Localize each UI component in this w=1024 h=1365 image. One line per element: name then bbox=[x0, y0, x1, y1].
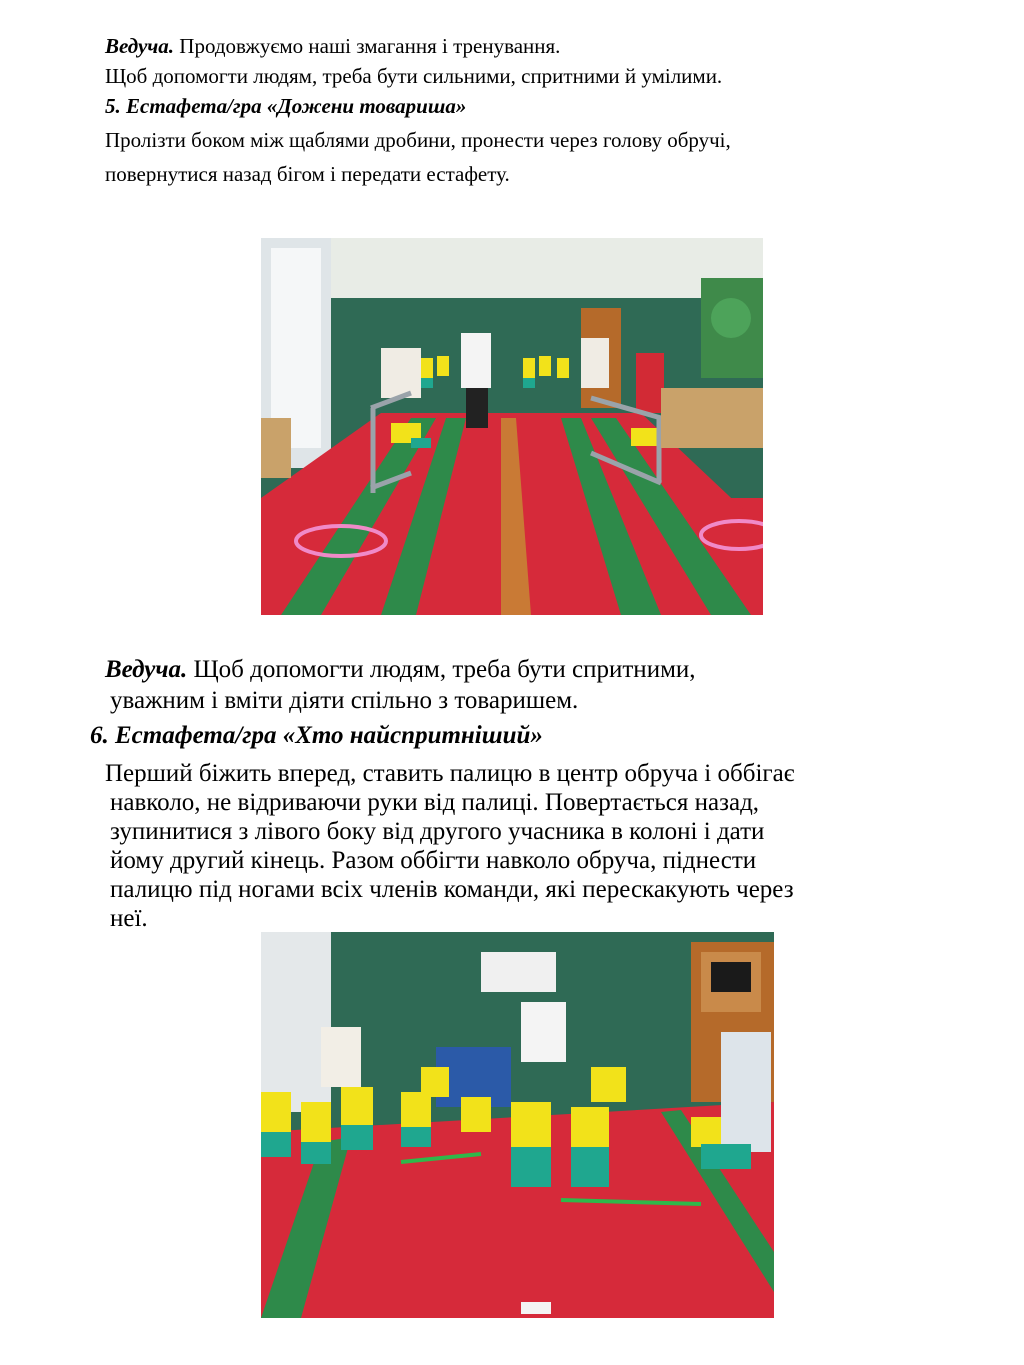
body-text: зупинитися з лівого боку від другого учасника в колоні і дати bbox=[110, 818, 765, 845]
host-line-2 bbox=[105, 656, 696, 684]
relay-photo-stick bbox=[261, 932, 774, 1318]
host-text: Продовжуємо наші змагання і тренування. bbox=[174, 34, 561, 58]
body-text: Пролізти боком між щаблями дробини, пронести через голову обручі, bbox=[105, 128, 731, 152]
relay-photo-ladder bbox=[261, 238, 763, 615]
host-label: Ведуча. bbox=[105, 34, 175, 58]
game-title: 6. Естафета/гра «Хто найспритніший» bbox=[90, 722, 543, 749]
body-text: навколо, не відриваючи руки від палиці. Повертається назад, bbox=[110, 789, 760, 816]
host-line-1 bbox=[105, 34, 560, 59]
body-text: неї. bbox=[110, 905, 148, 932]
body-text: уважним і вміти діяти спільно з товаришем. bbox=[110, 687, 579, 714]
body-text: палицю під ногами всіх членів команди, які перескакують через bbox=[110, 876, 794, 903]
game-title: 5. Естафета/гра «Дожени товариша» bbox=[105, 94, 467, 118]
body-text: Перший біжить вперед, ставить палицю в центр обруча і оббігає bbox=[105, 760, 795, 787]
host-text: Щоб допомогти людям, треба бути спритними, bbox=[187, 656, 696, 683]
body-text: йому другий кінець. Разом оббігти навколо обруча, піднести bbox=[110, 847, 757, 874]
body-text: Щоб допомогти людям, треба бути сильними, спритними й умілими. bbox=[105, 64, 723, 88]
body-text: повернутися назад бігом і передати естафету. bbox=[105, 162, 510, 186]
host-label: Ведуча. bbox=[105, 656, 188, 683]
